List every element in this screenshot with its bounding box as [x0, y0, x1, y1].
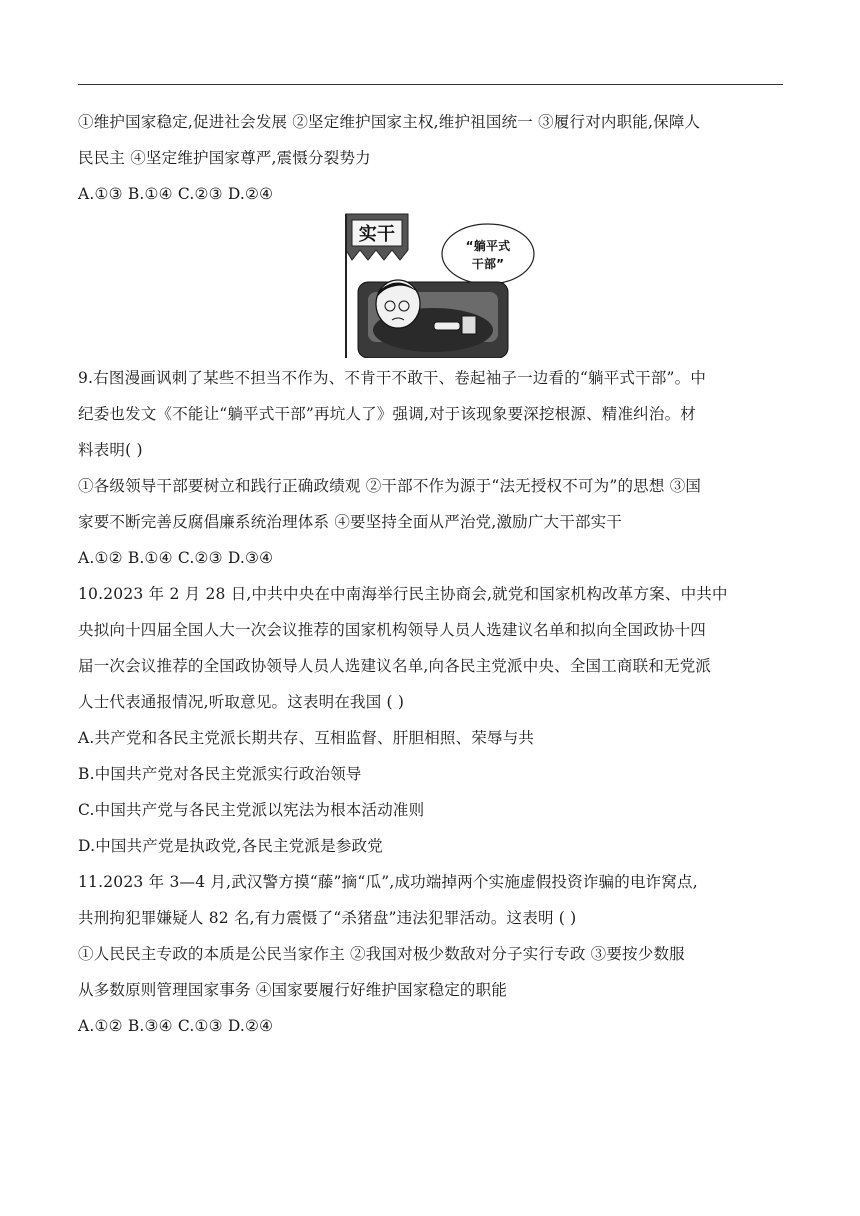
- q9-stem-line-3: 料表明( ): [78, 441, 143, 459]
- q9-stem-line-1: 9.右图漫画讽刺了某些不担当不作为、不肯干不敢干、卷起袖子一边看的“躺平式干部”。中: [78, 369, 707, 387]
- cartoon-lying-flat-official-icon: [338, 212, 538, 358]
- q9-stem-line-2: 纪委也发文《不能让“躺平式干部”再坑人了》强调,对于该现象要深挖根源、精准纠治。材: [78, 405, 696, 423]
- q11-options-line-2: 从多数原则管理国家事务 ④国家要履行好维护国家稳定的职能: [78, 981, 508, 999]
- cartoon-bubble-line-2: 干部”: [471, 257, 505, 271]
- cartoon-bubble-line-1: “躺平式: [465, 239, 511, 253]
- q8-options-line-2: 民民主 ④坚定维护国家尊严,震慑分裂势力: [78, 149, 371, 167]
- q9-options-line-2: 家要不断完善反腐倡廉系统治理体系 ④要坚持全面从严治党,激励广大干部实干: [78, 513, 623, 531]
- q10-stem-line-3: 届一次会议推荐的全国政协领导人员人选建议名单,向各民主党派中央、全国工商联和无党派: [78, 657, 712, 675]
- q10-stem-line-2: 央拟向十四届全国人大一次会议推荐的国家机构领导人员人选建议名单和拟向全国政协十四: [78, 621, 707, 639]
- q10-option-c: C.中国共产党与各民主党派以宪法为根本活动准则: [78, 801, 425, 819]
- cartoon-banner-text: 实干: [358, 224, 396, 245]
- q8-options-line-1: ①维护国家稳定,促进社会发展 ②坚定维护国家主权,维护祖国统一 ③履行对内职能,保障人: [78, 113, 701, 131]
- q10-option-a: A.共产党和各民主党派长期共存、互相监督、肝胆相照、荣辱与共: [78, 729, 535, 747]
- header-rule: [78, 84, 783, 85]
- exam-page-content: [78, 104, 783, 1044]
- q8-answer-choices: A.①③ B.①④ C.②③ D.②④: [78, 185, 274, 203]
- q11-stem-line-2: 共刑拘犯罪嫌疑人 82 名,有力震慑了“杀猪盘”违法犯罪活动。这表明 ( ): [78, 909, 577, 927]
- q10-stem-line-4: 人士代表通报情况,听取意见。这表明在我国 ( ): [78, 693, 405, 711]
- q10-stem-line-1: 10.2023 年 2 月 28 日,中共中央在中南海举行民主协商会,就党和国家机构改革方案、中共中: [78, 585, 728, 603]
- q11-answer-choices: A.①② B.③④ C.①③ D.②④: [78, 1017, 274, 1035]
- q11-options-line-1: ①人民民主专政的本质是公民当家作主 ②我国对极少数敌对分子实行专政 ③要按少数服: [78, 945, 685, 963]
- cartoon-illustration: [78, 212, 783, 360]
- q9-options-line-1: ①各级领导干部要树立和践行正确政绩观 ②干部不作为源于“法无授权不可为”的思想 ③国: [78, 477, 702, 495]
- q11-stem-line-1: 11.2023 年 3—4 月,武汉警方摸“藤”摘“瓜”,成功端掉两个实施虚假投资诈骗的电诈窝点,: [78, 873, 698, 891]
- q10-option-d: D.中国共产党是执政党,各民主党派是参政党: [78, 837, 383, 855]
- q9-answer-choices: A.①② B.①④ C.②③ D.③④: [78, 549, 274, 567]
- q10-option-b: B.中国共产党对各民主党派实行政治领导: [78, 765, 362, 783]
